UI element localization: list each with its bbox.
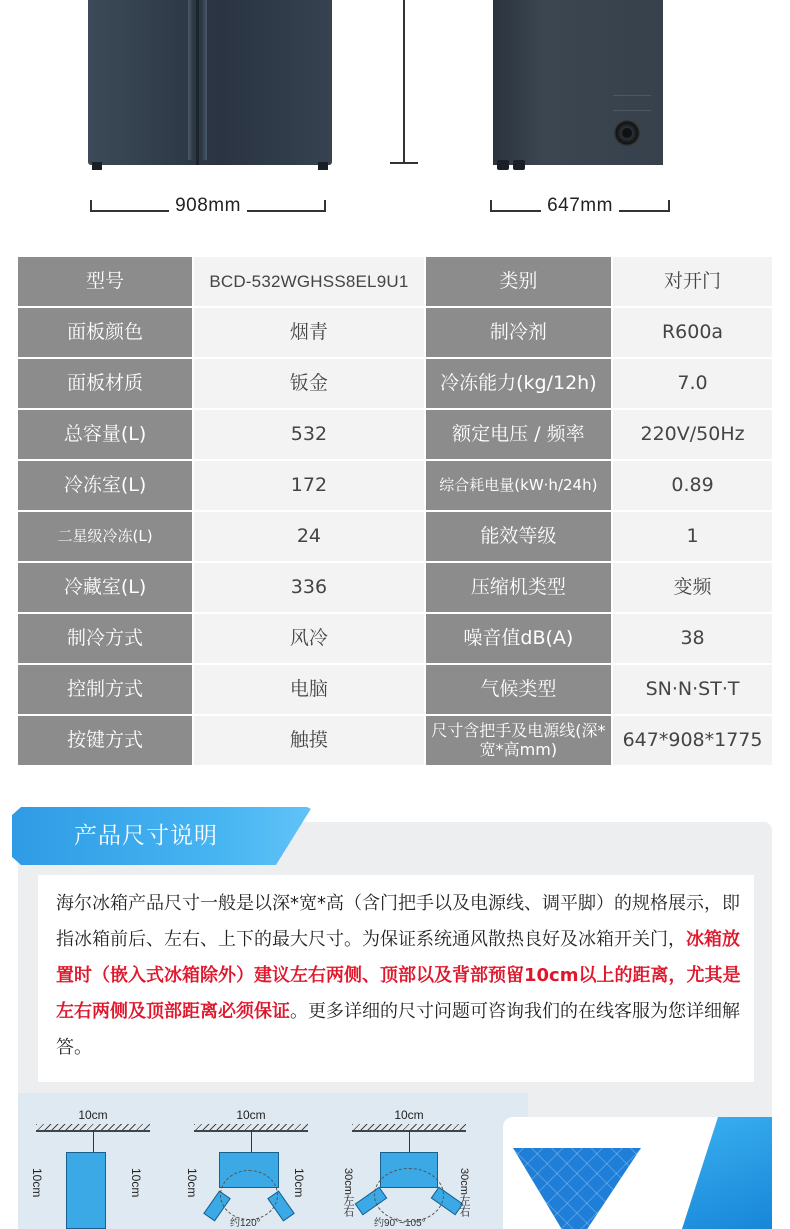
description-highlight: 冰箱放置时（嵌入式冰箱除外）建议左右两侧、顶部以及背部预留10cm以上的距离，尤其是左右两侧及顶部距离必须保证 xyxy=(56,929,741,1022)
section-banner xyxy=(12,807,312,865)
spec-value: 变频 xyxy=(612,562,773,613)
spec-label: 气候类型 xyxy=(425,664,612,715)
spec-row xyxy=(17,460,773,511)
spec-value: SN·N·ST·T xyxy=(612,664,773,715)
spec-value: 对开门 xyxy=(612,256,773,307)
placement-diagram-wide xyxy=(344,1108,474,1229)
fridge-side-view xyxy=(493,0,663,165)
description-text xyxy=(56,886,746,1066)
placement-diagram-open xyxy=(186,1108,316,1229)
fridge-top-view xyxy=(66,1152,106,1229)
spec-label: 型号 xyxy=(17,256,193,307)
spec-row xyxy=(17,307,773,358)
diagram-left-gap-label: 30cm左右 xyxy=(342,1168,354,1217)
section-title: 产品尺寸说明 xyxy=(74,823,218,849)
spec-row xyxy=(17,715,773,766)
door-angle-label: 约90°~105° xyxy=(374,1218,426,1229)
fridge-right-handle xyxy=(201,0,207,160)
width-label: 908mm xyxy=(169,195,247,217)
placement-diagram-single xyxy=(28,1108,158,1229)
door-angle-label: 约120° xyxy=(230,1218,261,1229)
diagram-top-gap-label: 10cm xyxy=(236,1108,266,1122)
spec-label: 冷冻能力(kg/12h) xyxy=(425,358,612,409)
spec-value: 24 xyxy=(193,511,425,562)
fridge-foot xyxy=(318,162,328,170)
spec-label: 冷藏室(L) xyxy=(17,562,193,613)
diagram-right-gap-label: 10cm xyxy=(292,1168,306,1198)
top-gap-marker xyxy=(409,1130,410,1152)
spec-label: 冷冻室(L) xyxy=(17,460,193,511)
fridge-foot xyxy=(513,160,525,170)
spec-value: 电脑 xyxy=(193,664,425,715)
spec-row xyxy=(17,256,773,307)
spec-value: 风冷 xyxy=(193,613,425,664)
spec-row xyxy=(17,511,773,562)
spec-table-body xyxy=(17,256,773,766)
spec-label: 二星级冷冻(L) xyxy=(17,511,193,562)
spec-label: 总容量(L) xyxy=(17,409,193,460)
vent-icon xyxy=(613,95,651,111)
spec-value: BCD-532WGHSS8EL9U1 xyxy=(193,256,425,307)
spec-label: 综合耗电量(kW·h/24h) xyxy=(425,460,612,511)
spec-value: 7.0 xyxy=(612,358,773,409)
spec-value: 触摸 xyxy=(193,715,425,766)
fridge-door-split xyxy=(196,0,199,165)
spec-value: 647*908*1775 xyxy=(612,715,773,766)
spec-label: 额定电压 / 频率 xyxy=(425,409,612,460)
spec-value: 0.89 xyxy=(612,460,773,511)
depth-label: 647mm xyxy=(541,195,619,217)
spec-value: 38 xyxy=(612,613,773,664)
spec-label: 面板颜色 xyxy=(17,307,193,358)
spec-label: 按键方式 xyxy=(17,715,193,766)
spec-value: R600a xyxy=(612,307,773,358)
spec-label: 能效等级 xyxy=(425,511,612,562)
spec-label: 控制方式 xyxy=(17,664,193,715)
height-dimension-cap xyxy=(390,162,418,164)
spec-label: 类别 xyxy=(425,256,612,307)
spec-value: 220V/50Hz xyxy=(612,409,773,460)
fan-icon xyxy=(614,120,640,146)
spec-row xyxy=(17,664,773,715)
spec-value: 336 xyxy=(193,562,425,613)
spec-label: 压缩机类型 xyxy=(425,562,612,613)
fridge-front-view xyxy=(88,0,332,165)
description-part-1: 海尔冰箱产品尺寸一般是以深*宽*高（含门把手以及电源线、调平脚）的规格展示，即指冰箱前后、左右、上下的最大尺寸。为保证系统通风散热良好及冰箱开关门， xyxy=(56,893,740,950)
spec-label: 噪音值dB(A) xyxy=(425,613,612,664)
spec-label: 面板材质 xyxy=(17,358,193,409)
diagram-left-gap-label: 10cm xyxy=(30,1168,44,1198)
spec-row xyxy=(17,613,773,664)
spec-label: 制冷方式 xyxy=(17,613,193,664)
diagram-top-gap-label: 10cm xyxy=(394,1108,424,1122)
diagram-right-gap-label: 30cm左右 xyxy=(458,1168,470,1217)
spec-row xyxy=(17,409,773,460)
height-dimension-line xyxy=(403,0,405,163)
fridge-foot xyxy=(497,160,509,170)
spec-row xyxy=(17,562,773,613)
spec-label: 制冷剂 xyxy=(425,307,612,358)
spec-table xyxy=(16,255,774,767)
description-part-2: 。更多详细的尺寸问题可咨询我们的在线客服为您详细解答。 xyxy=(56,1001,740,1058)
spec-label: 尺寸含把手及电源线(深*宽*高mm) xyxy=(425,715,612,766)
fridge-left-handle xyxy=(188,0,194,160)
spec-row xyxy=(17,358,773,409)
top-gap-marker xyxy=(93,1130,94,1152)
diagram-left-gap-label: 10cm xyxy=(185,1168,199,1198)
depth-dimension xyxy=(490,196,670,216)
fridge-foot xyxy=(92,162,102,170)
spec-value: 172 xyxy=(193,460,425,511)
diagram-right-gap-label: 10cm xyxy=(129,1168,143,1198)
spec-value: 532 xyxy=(193,409,425,460)
spec-value: 1 xyxy=(612,511,773,562)
width-dimension xyxy=(90,196,326,216)
door-swing-arc xyxy=(220,1170,278,1220)
spec-value: 钣金 xyxy=(193,358,425,409)
diagram-top-gap-label: 10cm xyxy=(78,1108,108,1122)
spec-value: 烟青 xyxy=(193,307,425,358)
top-gap-marker xyxy=(251,1130,252,1152)
